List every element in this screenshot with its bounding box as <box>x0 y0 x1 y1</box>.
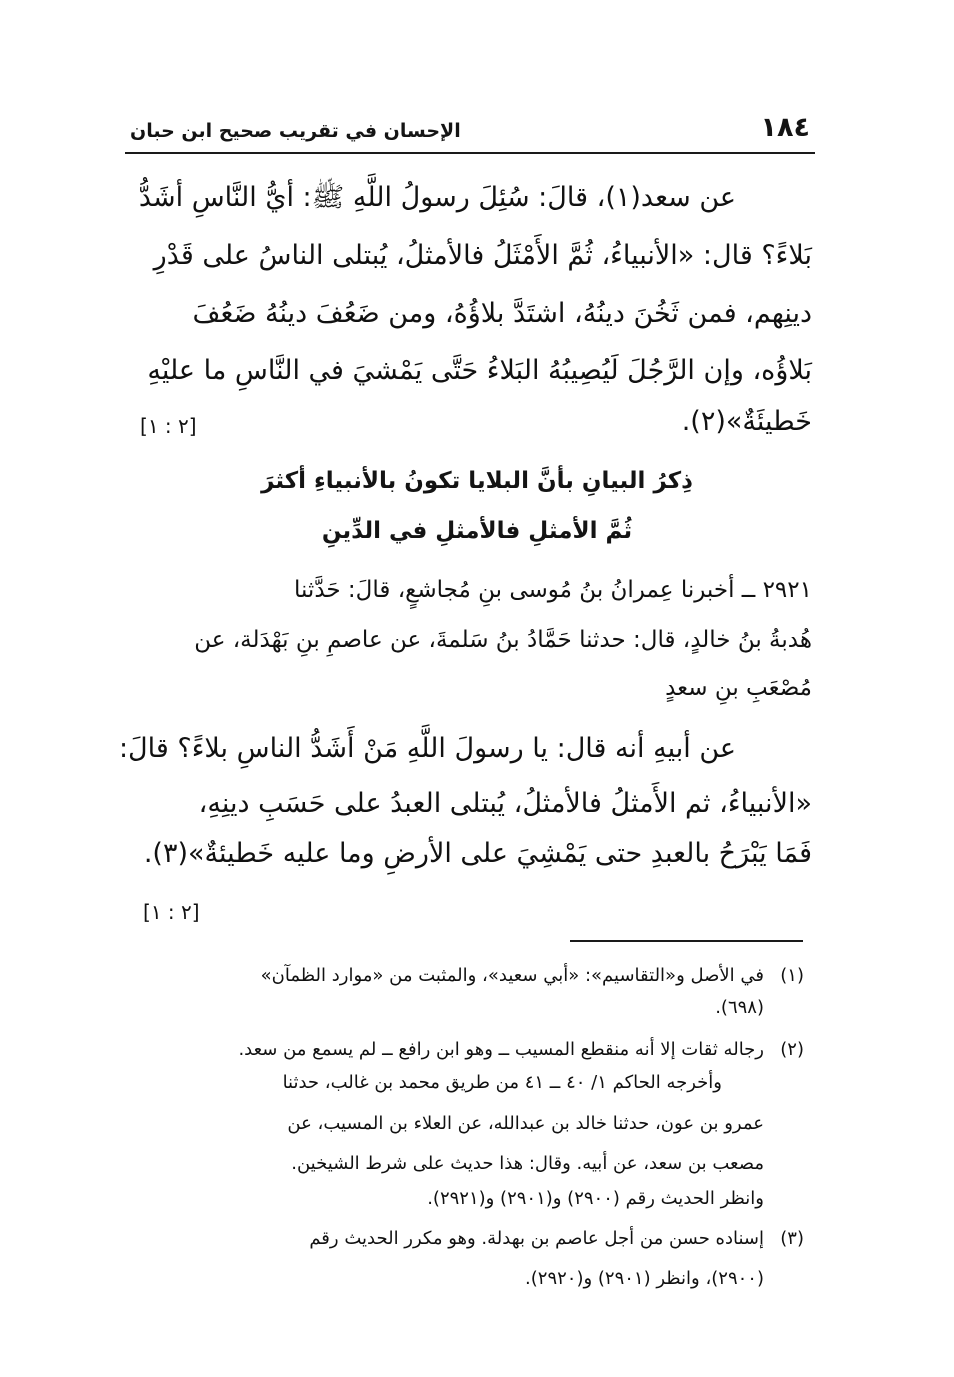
text-line: «الأنبياءُ، ثم الأَمثلُ فالأمثلُ، يُبتلى العبدُ على حَسَبِ دينِهِ، <box>198 788 812 819</box>
text-line: فَمَا يَبْرَحُ بالعبدِ حتى يَمْشِيَ على الأرضِ وما عليه خَطيئةٌ»(٣). <box>143 838 812 869</box>
reference-mark: [٢ : ١] <box>143 900 200 924</box>
footnote-line: رجاله ثقات إلا أنه منقطع المسيب ــ وهو ابن رافع ــ لم يسمع من سعد. <box>238 1039 764 1060</box>
text-line: ٢٩٢١ ــ أخبرنا عِمرانُ بنُ مُوسى بنِ مُجاشعٍ، قالَ: حَدَّثنا <box>293 577 812 603</box>
chapter-heading-line: ثُمَّ الأمثلِ فالأمثلِ في الدِّينِ <box>321 518 633 544</box>
text-line: هُدبةُ بنُ خالدٍ، قال: حدثنا حَمَّادُ بنُ سَلمةَ، عن عاصمِ بنِ بَهْدَلة، عن <box>194 627 812 653</box>
footnote-line: مصعب بن سعد، عن أبيه. وقال: هذا حديث على شرط الشيخين. <box>291 1153 764 1174</box>
chapter-heading-line: ذِكرُ البيانِ بأنَّ البلايا تكونُ بالأنبياءِ أكثرَ <box>261 468 693 494</box>
footnote-line: في الأصل و«التقاسيم»: «أبي سعيد»، والمثبت من «موارد الظمآن» <box>260 965 764 986</box>
text-line: خَطيئَةٌ»(٢). <box>681 406 812 437</box>
text-line: عن أبيهِ أنه قال: يا رسولَ اللَّهِ مَنْ أَشَدُّ الناسِ بلاءً؟ قالَ: <box>118 733 736 764</box>
footnote-marker: (١) <box>780 965 804 986</box>
footnote-marker: (٣) <box>780 1228 804 1249</box>
text-line: بَلاؤُه، وإن الرَّجُلَ لَيُصِيبُهُ البَلاءُ حَتَّى يَمْشيَ في النَّاسِ ما عليْهِ <box>147 355 812 386</box>
footnote-line: عمرو بن عون، حدثنا خالد بن عبدالله، عن العلاء بن المسيب، عن <box>287 1113 764 1134</box>
page-number: ١٨٤ <box>760 112 810 143</box>
footnote-rule <box>570 940 803 942</box>
footnote-line: وأخرجه الحاكم ١/ ٤٠ ــ ٤١ من طريق محمد بن غالب، حدثنا <box>282 1072 722 1093</box>
footnote-line: إسناده حسن من أجل عاصم بن بهدلة. وهو مكرر الحديث رقم <box>309 1228 764 1249</box>
footnote-line: وانظر الحديث رقم (٢٩٠٠) و(٢٩٠١) و(٢٩٢١). <box>427 1188 764 1209</box>
footnote-line: (٢٩٠٠)، وانظر (٢٩٠١) و(٢٩٢٠). <box>525 1268 764 1289</box>
footnote-marker: (٢) <box>780 1039 804 1060</box>
text-line: مُصْعَبِ بنِ سعدٍ <box>665 675 812 701</box>
running-title: الإحسان في تقريب صحيح ابن حبان <box>130 120 461 142</box>
footnote-line: (٦٩٨). <box>715 997 764 1018</box>
text-line: دينِهم، فمن ثَخُنَ دينُهُ، اشتَدَّ بلاؤُهُ، ومن ضَعُفَ دينُهُ ضَعُفَ <box>192 298 812 329</box>
page-header <box>130 112 810 148</box>
reference-mark: [٢ : ١] <box>140 414 197 438</box>
text-line: عن سعد(١)، قالَ: سُئِلَ رسولُ اللَّهِ ﷺ: أيُّ النَّاسِ أشَدُّ <box>138 182 736 213</box>
header-rule <box>125 152 815 154</box>
text-line: بَلاءً؟ قال: «الأنبياءُ، ثُمَّ الأَمْثَلُ فالأمثلُ، يُبتلى الناسُ على قَدْرِ <box>153 240 812 271</box>
